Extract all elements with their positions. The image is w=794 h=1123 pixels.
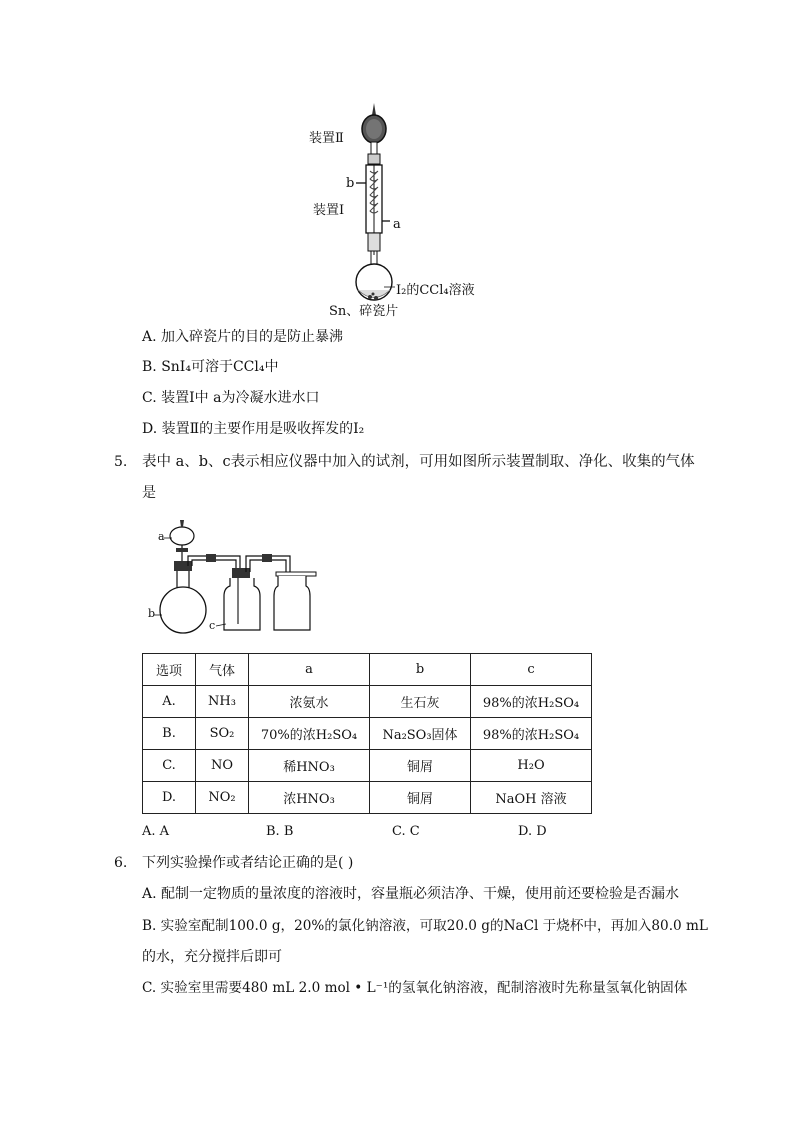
table-cell: 生石灰 [370,686,471,718]
table-cell: B. [143,718,196,750]
q5-stem-line1: 表中 a、b、c表示相应仪器中加入的试剂，可用如图所示装置制取、净化、收集的气体 [142,454,695,470]
label-c-q5: c [209,619,216,632]
label-device-2: 装置Ⅱ [309,131,344,146]
table-cell: C. [143,750,196,782]
table-cell: 稀HNO₃ [249,750,370,782]
table-cell: NO₂ [196,782,249,814]
table-cell: NO [196,750,249,782]
q5-answer-b: B. B [266,824,294,839]
q5-answer-a: A. A [142,824,170,839]
label-b-q4: b [346,176,355,191]
label-a-q5: a [158,530,165,543]
q5-number: 5. [114,454,128,470]
table-cell: 70%的浓H₂SO₄ [249,718,370,750]
table-header-cell: a [249,654,370,686]
q4-option-a: A. 加入碎瓷片的目的是防止暴沸 [142,329,344,345]
label-b-q5: b [148,607,156,620]
reagent-table [142,653,592,814]
table-header-cell: c [471,654,592,686]
q6-option-a: A. 配制一定物质的量浓度的溶液时，容量瓶必须洁净、干燥，使用前还要检验是否漏水 [142,886,680,902]
table-header-row [143,654,592,686]
table-cell: NaOH 溶液 [471,782,592,814]
label-a-q4: a [393,217,401,232]
table-row [143,686,592,718]
q6-number: 6. [114,855,128,871]
table-row [143,782,592,814]
table-cell: 98%的浓H₂SO₄ [471,718,592,750]
q4-option-c: C. 装置Ⅰ中 a为冷凝水进水口 [142,390,320,406]
table-cell: D. [143,782,196,814]
table-row [143,718,592,750]
q6-option-b-line1: B. 实验室配制100.0 g，20%的氯化钠溶液，可取20.0 g的NaCl 于烧杯中，再加入80.0 mL [142,918,708,934]
table-cell: 铜屑 [370,750,471,782]
q4-option-b: B. SnI₄可溶于CCl₄中 [142,359,279,375]
label-device-1: 装置Ⅰ [313,203,345,218]
q6-stem: 下列实验操作或者结论正确的是( ) [142,855,354,871]
q4-option-d: D. 装置Ⅱ的主要作用是吸收挥发的I₂ [142,421,365,437]
table-cell: SO₂ [196,718,249,750]
table-row [143,750,592,782]
gas-preparation-figure [150,516,330,641]
table-header-cell: 气体 [196,654,249,686]
table-cell: Na₂SO₃固体 [370,718,471,750]
q5-stem-line2: 是 [142,485,156,501]
table-cell: 98%的浓H₂SO₄ [471,686,592,718]
table-cell: A. [143,686,196,718]
q5-answer-d: D. D [518,824,547,839]
q5-answer-c: C. C [392,824,420,839]
table-cell: 铜屑 [370,782,471,814]
label-sn-porcelain: Sn、碎瓷片 [329,304,399,319]
q6-option-c: C. 实验室里需要480 mL 2.0 mol • L⁻¹的氢氧化钠溶液，配制溶液时先称量氢氧化钠固体 [142,980,688,996]
table-cell: 浓氨水 [249,686,370,718]
label-solution: I₂的CCl₄溶液 [396,283,475,298]
table-header-cell: 选项 [143,654,196,686]
table-cell: NH₃ [196,686,249,718]
q6-option-b-line2: 的水，充分搅拌后即可 [142,949,282,965]
table-header-cell: b [370,654,471,686]
table-cell: 浓HNO₃ [249,782,370,814]
table-cell: H₂O [471,750,592,782]
